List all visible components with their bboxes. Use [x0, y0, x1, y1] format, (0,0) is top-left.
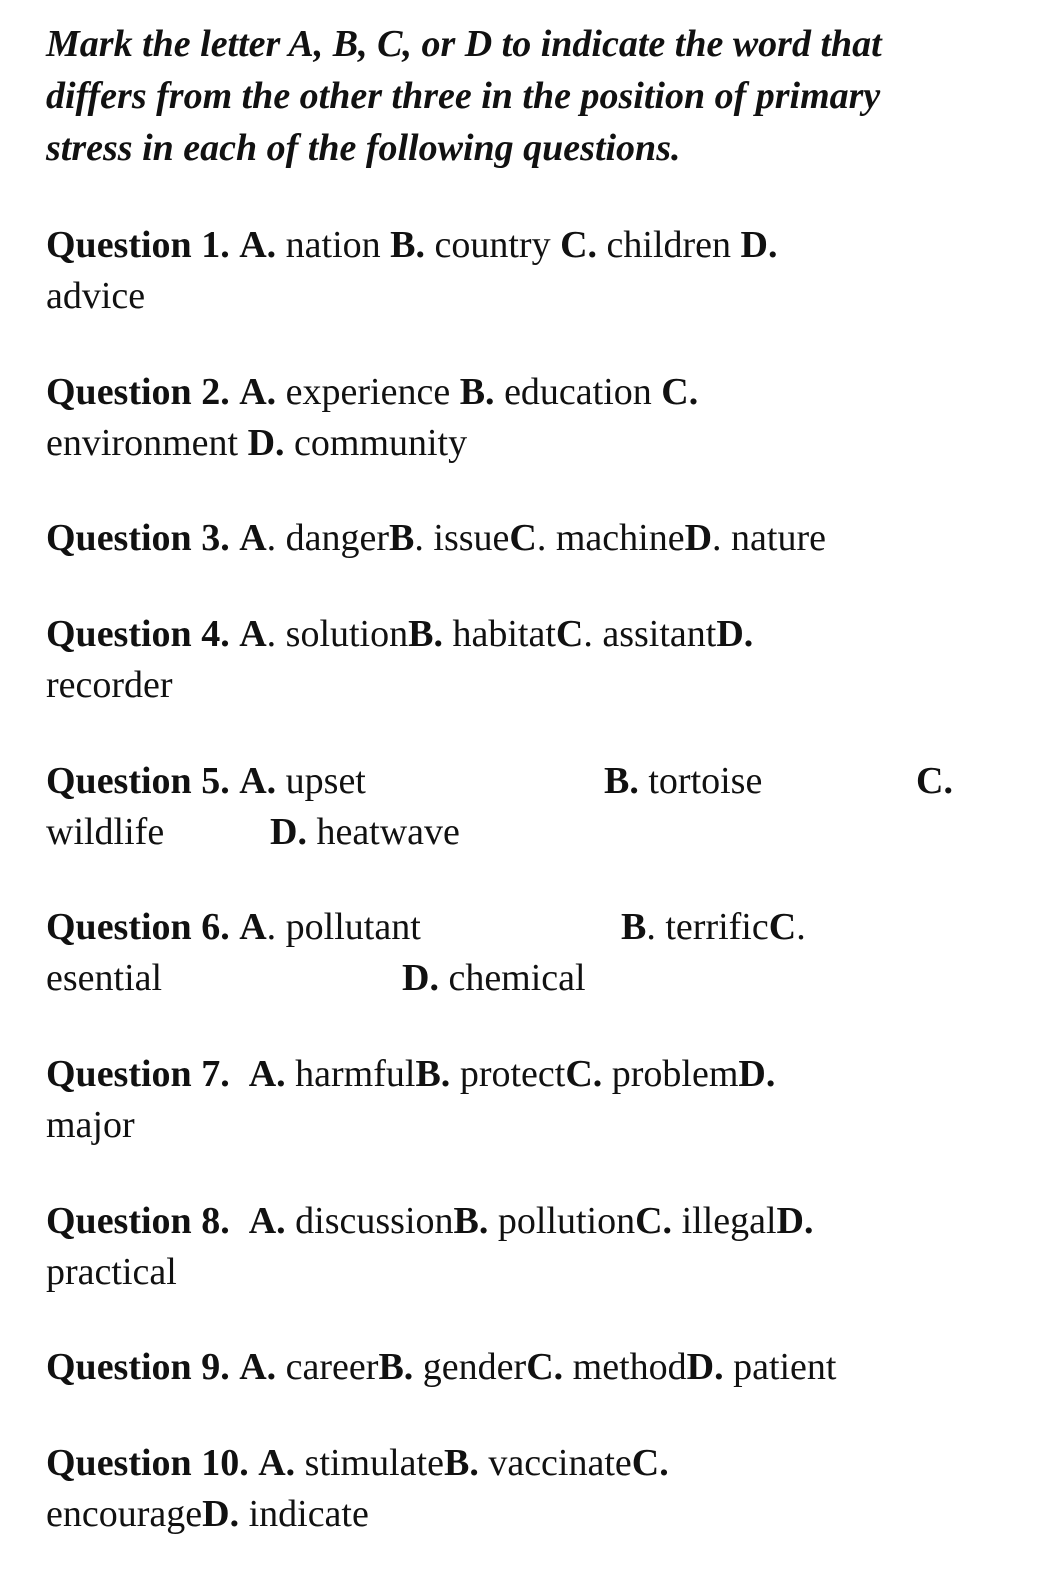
option-letter-a: A: [239, 517, 267, 559]
option-letter-d: D.: [270, 811, 307, 853]
option-a: upset: [285, 760, 366, 802]
option-letter-b: B.: [443, 1442, 479, 1484]
question-9: [46, 1342, 1026, 1393]
question-10: [46, 1438, 1026, 1540]
option-b: country: [434, 224, 551, 266]
option-a: stimulate: [304, 1442, 444, 1484]
option-letter-c: C.: [565, 1053, 603, 1095]
option-letter-c: C.: [631, 1442, 669, 1484]
option-a: career: [285, 1346, 379, 1388]
option-letter-d: D: [684, 517, 713, 559]
option-d: recorder: [46, 664, 173, 706]
option-letter-b: B.: [378, 1346, 414, 1388]
option-d: heatwave: [316, 811, 460, 853]
option-d: patient: [733, 1346, 837, 1388]
question-label: Question 4.: [46, 613, 230, 655]
option-c-dot: .: [796, 906, 806, 948]
option-letter-b: B: [621, 906, 647, 948]
option-letter-d: D.: [686, 1346, 724, 1388]
option-letter-a: A: [239, 613, 267, 655]
option-letter-b: B.: [604, 760, 639, 802]
instructions: Mark the letter A, B, C, or D to indicate the word that differs from the other three in the position of primary stress in each of the following questions.: [46, 23, 882, 169]
option-c: children: [606, 224, 732, 266]
option-b: tortoise: [648, 760, 763, 802]
option-letter-a: A: [239, 906, 267, 948]
option-letter-b: B.: [415, 1053, 451, 1095]
option-letter-c: C: [555, 613, 584, 655]
option-letter-a: A.: [239, 371, 277, 413]
option-a: harmful: [295, 1053, 416, 1095]
option-b: habitat: [452, 613, 556, 655]
question-4: [46, 609, 1026, 711]
option-letter-a: A.: [248, 1200, 286, 1242]
option-a: nation: [285, 224, 381, 266]
question-label: Question 5.: [46, 760, 230, 802]
option-a: . solution: [266, 613, 409, 655]
question-1: [46, 220, 1026, 322]
option-d: . nature: [712, 517, 826, 559]
option-a: . danger: [266, 517, 390, 559]
option-letter-c: C.: [661, 371, 699, 413]
option-letter-b: B: [389, 517, 415, 559]
option-letter-a: A.: [258, 1442, 296, 1484]
option-letter-a: A.: [239, 760, 277, 802]
option-letter-c: C: [768, 906, 797, 948]
option-d: chemical: [448, 957, 586, 999]
option-d-group: [402, 953, 586, 1004]
option-a: discussion: [295, 1200, 454, 1242]
option-letter-b: B.: [390, 224, 425, 266]
option-letter-a: A.: [248, 1053, 286, 1095]
question-label: Question 1.: [46, 224, 230, 266]
question-3: [46, 513, 1026, 564]
option-b: vaccinate: [488, 1442, 632, 1484]
option-c: wildlife: [46, 811, 165, 853]
question-label: Question 9.: [46, 1346, 230, 1388]
question-label: Question 7.: [46, 1053, 230, 1095]
option-d-group: [270, 807, 460, 858]
option-b: pollution: [497, 1200, 636, 1242]
option-letter-c: C.: [635, 1200, 673, 1242]
option-c: method: [572, 1346, 687, 1388]
option-letter-d: D.: [776, 1200, 814, 1242]
option-letter-b: B.: [459, 371, 495, 413]
option-c: . machine: [536, 517, 685, 559]
option-letter-d: D.: [247, 422, 285, 464]
option-c: . assitant: [583, 613, 717, 655]
option-b: education: [504, 371, 652, 413]
question-label: Question 8.: [46, 1200, 230, 1242]
option-c: environment: [46, 422, 239, 464]
option-d: indicate: [248, 1493, 369, 1535]
option-b-group: [621, 902, 806, 953]
option-b-group: [604, 756, 762, 807]
option-d: practical: [46, 1251, 177, 1293]
option-a: experience: [285, 371, 451, 413]
option-letter-c: C.: [560, 224, 598, 266]
option-c: encourage: [46, 1493, 203, 1535]
question-label: Question 10.: [46, 1442, 249, 1484]
option-d: major: [46, 1104, 135, 1146]
option-letter-a: A.: [239, 1346, 277, 1388]
question-2: [46, 367, 1026, 469]
option-c: problem: [611, 1053, 739, 1095]
option-d: community: [294, 422, 468, 464]
option-letter-d: D.: [402, 957, 439, 999]
option-letter-c: C: [509, 517, 537, 559]
option-letter-d: D.: [738, 1053, 776, 1095]
question-6: [46, 902, 1026, 1004]
option-a: . pollutant: [266, 906, 421, 948]
question-label: Question 2.: [46, 371, 230, 413]
option-letter-d: D.: [202, 1493, 240, 1535]
option-b: . terrific: [646, 906, 769, 948]
option-b: . issue: [414, 517, 510, 559]
question-8: [46, 1196, 1026, 1298]
option-letter-c: C.: [916, 760, 953, 802]
option-d: advice: [46, 275, 146, 317]
question-7: [46, 1049, 1026, 1151]
option-letter-b: B.: [408, 613, 443, 655]
option-c: illegal: [681, 1200, 777, 1242]
worksheet: [46, 18, 1026, 1535]
option-letter-c: C.: [526, 1346, 564, 1388]
option-letter-d: D.: [716, 613, 754, 655]
option-letter-a: A.: [239, 224, 277, 266]
option-c: esential: [46, 957, 163, 999]
question-label: Question 6.: [46, 906, 230, 948]
option-b: gender: [422, 1346, 527, 1388]
question-label: Question 3.: [46, 517, 230, 559]
option-letter-b: B.: [453, 1200, 489, 1242]
option-b: protect: [459, 1053, 566, 1095]
question-5: [46, 756, 1026, 858]
option-letter-d: D.: [740, 224, 778, 266]
